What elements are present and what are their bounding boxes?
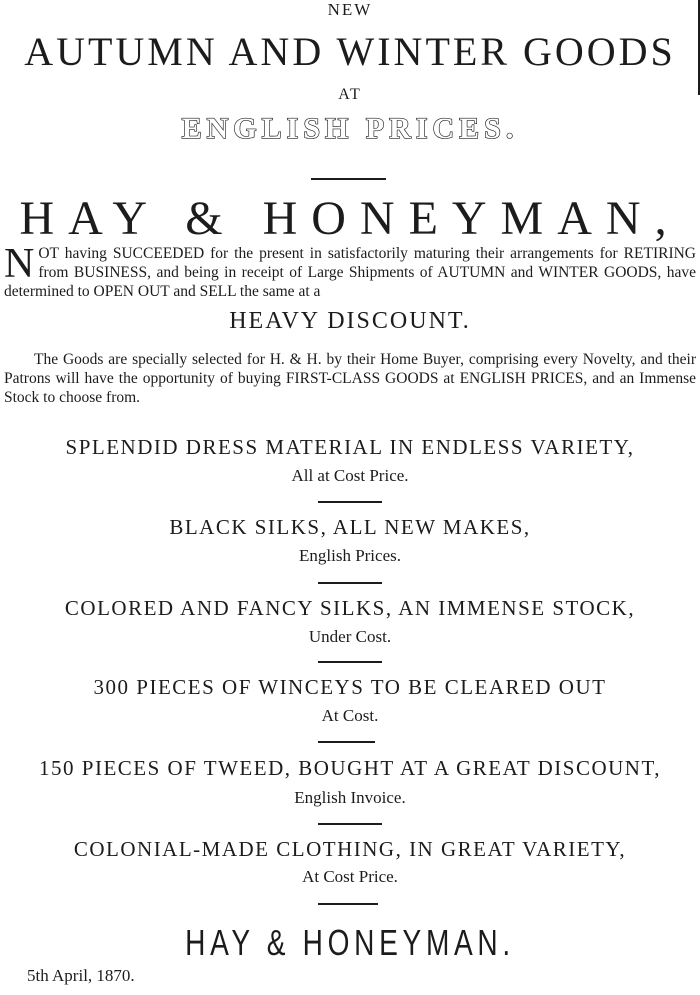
divider-rule xyxy=(318,823,382,825)
at-label: AT xyxy=(338,86,362,103)
firm-name: HAY & HONEYMAN, xyxy=(19,192,681,245)
english-prices-heading: ENGLISH PRICES. xyxy=(181,112,519,145)
goods-paragraph: The Goods are specially selected for H. & H. by their Home Buyer, comprising every Novelty, and their Patrons will have the opportunity of buying FIRST-CLASS GOODS at ENGLISH PRICES, and an Immense Stock to choose from. xyxy=(4,351,696,406)
intro-paragraph xyxy=(4,241,696,301)
divider-rule xyxy=(318,501,382,503)
item-heading: 150 PIECES OF TWEED, BOUGHT AT A GREAT DISCOUNT, xyxy=(39,756,661,780)
item-subheading: English Prices. xyxy=(299,546,401,565)
intro-text: OT having SUCCEEDED for the present in satisfactorily maturing their arrangements for RETIRING from BUSINESS, and being in receipt of Large Shipments of AUTUMN and WINTER GOODS, have determined to OPEN OUT and SELL the same at a xyxy=(4,245,696,300)
divider-rule xyxy=(311,178,386,180)
date-line: 5th April, 1870. xyxy=(27,966,135,985)
item-heading: 300 PIECES OF WINCEYS TO BE CLEARED OUT xyxy=(93,675,607,699)
item-subheading: At Cost Price. xyxy=(302,867,398,886)
divider-rule xyxy=(318,903,378,905)
item-subheading: English Invoice. xyxy=(294,788,406,807)
item-heading: SPLENDID DRESS MATERIAL IN ENDLESS VARIETY, xyxy=(65,435,635,459)
item-subheading: At Cost. xyxy=(321,706,379,725)
item-subheading: Under Cost. xyxy=(308,627,392,646)
new-label: NEW xyxy=(327,0,373,19)
signature-firm-name: HAY & HONEYMAN. xyxy=(185,922,515,963)
divider-rule xyxy=(318,661,382,663)
item-heading: BLACK SILKS, ALL NEW MAKES, xyxy=(169,515,531,539)
headline: AUTUMN AND WINTER GOODS xyxy=(24,29,676,74)
divider-rule xyxy=(318,582,382,584)
item-subheading: All at Cost Price. xyxy=(291,466,409,485)
item-heading: COLORED AND FANCY SILKS, AN IMMENSE STOCK, xyxy=(64,596,636,620)
divider-rule xyxy=(318,741,375,743)
item-heading: COLONIAL-MADE CLOTHING, IN GREAT VARIETY, xyxy=(73,837,627,861)
heavy-discount-heading: HEAVY DISCOUNT. xyxy=(229,308,471,334)
drop-cap: N xyxy=(4,241,35,287)
